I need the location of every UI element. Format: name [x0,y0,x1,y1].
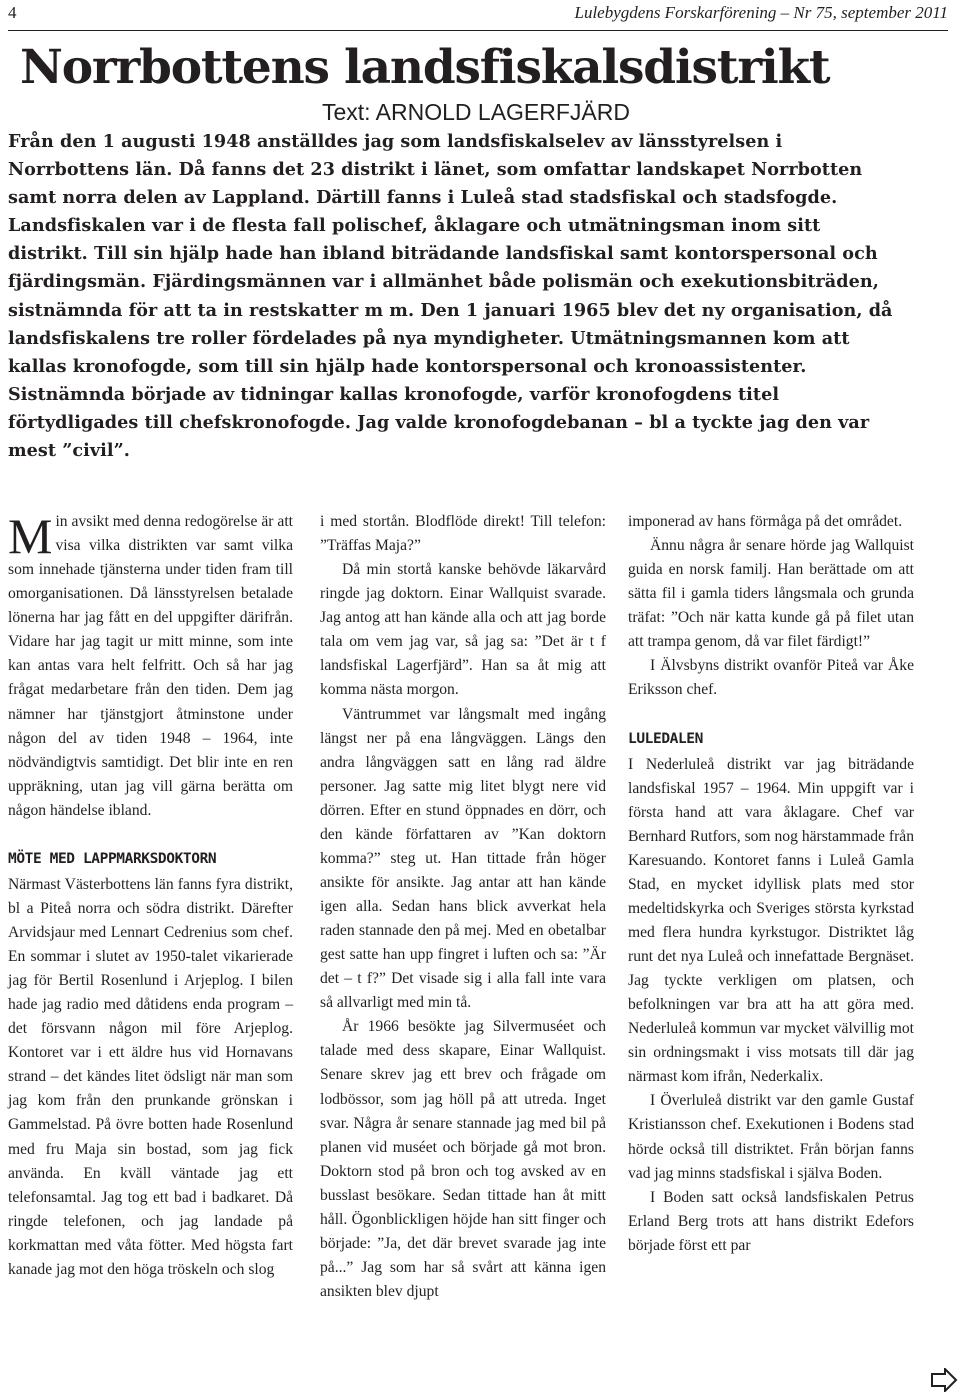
intro-text: in avsikt med denna redogörelse är att visa vilka distrikten var samt vilka som innehade tjänsterna under tiden fram till omorganisationen. Då länsstyrelsen betalade lönerna har jag fått en del uppgifter därifrån. Vidare har jag tagit ur mitt minne, som inte kan antas vara helt felfritt. Och så har jag frågat medarbetare från den tiden. Dem jag nämner har tjänstgjort åtminstone under någon del av tiden 1948 – 1964, inte nödvändigtvis samtidigt. Det blir inte en ren uppräkning, utan jag vill gärna berätta om någon händelse ibland. [8,513,293,819]
body-paragraph: I Älvsbyns distrikt ovanför Piteå var Åke Eriksson chef. [628,657,914,699]
byline: Text: ARNOLD LAGERFJÄRD [321,99,630,125]
body-paragraph: Väntrummet var långsmalt med ingång längst ner på ena långväggen. Längs den andra långväggen satt en lång rad äldre personer. Jag satte mig litet blygt nere vid dörren. Efter en stund öppnades en dörr, och den kände författaren av ”Kan doktorn komma?” steg ut. Han tittade från höger ansikte för ansikte. Jag antar att han kände igen alla. Sedan hans blick avverkat hela raden stannade den på mej. Med en obetalbar gest satte han upp fingret i luften och sa: ”Är det – t f?” Det visade sig i alla fall inte vara så allvarligt med min tå. [320,705,606,1012]
article-title: Norrbottens landsfiskalsdistrikt [20,40,830,95]
lead-paragraph: Från den 1 augusti 1948 anställdes jag som landsfiskalselev av länsstyrelsen i Norrbottens län. Då fanns det 23 distrikt i länet, som omfattar landskapet Norrbotten samt norra delen av Lappland. Därtill fanns i Luleå stad stadsfiskal och stadsfogde. Landsfiskalen var i de flesta fall polischef, åklagare och utmätningsman inom sitt distrikt. Till sin hjälp hade han ibland biträdande landsfiskal samt kontorspersonal och fjärdingsmän. Fjärdingsmännen var i allmänhet både polismän och exekutionsbiträden, sistnämnda för att ta in restskatter m m. Den 1 januari 1965 blev det ny organisation, då landsfiskalens tre roller fördelades på nya myndigheter. Utmätningsmannen kom att kallas kronofogde, som till sin hjälp hade kontorspersonal och kronoassistenter. Sistnämnda började av tidningar kallas kronofogde, varför kronofogdens titel förtydligades till chefskronofogde. Jag valde kronofogdebanan – bl a tyckte jag den var mest ”civil”. [8,131,893,462]
header-rule [8,30,948,31]
body-paragraph: I Boden satt också landsfiskalen Petrus Erland Berg trots att hans distrikt Edefors började först ett par [628,1188,914,1254]
body-paragraph: imponerad av hans förmåga på det området. [628,513,903,530]
drop-cap: M [8,508,53,564]
arrow-right-icon [930,1368,958,1392]
body-paragraph: Då min stortå kanske behövde läkarvård ringde jag doktorn. Einar Wallquist svarade. Jag antog att han kände alla och att jag borde tala om vem jag var, så jag sa: ”Det är t f landsfiskal Lagerfjärd”. Han sa åt mig att komma nästa morgon. [320,561,606,699]
body-paragraph: I Överluleå distrikt var den gamle Gustaf Kristiansson chef. Exekutionen i Bodens stad hörde också till distriktet. Från början fanns vad jag minns stadsfiskal i själva Boden. [628,1092,914,1182]
section-heading: MÖTE MED LAPPMARKSDOKTORN [8,850,217,867]
page-header [8,2,948,34]
body-paragraph: År 1966 besökte jag Silvermuséet och talade med dess skapare, Einar Wallquist. Senare skrev jag ett brev och frågade om lodbössor, som jag höll på att utreda. Inget svar. Några år senare stannade jag med bil på planen vid muséet och började gå mot bron. Doktorn stod på bron och tog avsked av en busslast besökare. Sedan tittade han åt mitt håll. Ögonblickligen höjde han sitt finger och började: ”Ja, det där brevet svarade jag inte på...” Jag som har så svårt att känna igen ansikten blev djupt [320,1018,606,1300]
body-paragraph: I Nederluleå distrikt var jag biträdande landsfiskal 1957 – 1964. Min uppgift var i första hand att vara åklagare. Chef var Bernhard Rutfors, som nog härstammade från Karesuando. Kontoret fanns i Luleå Gamla Stad, en mycket idyllisk plats med stor medeltidskyrka och Sveriges största kyrkstad med flera hundra kyrkstugor. Distriktet låg runt det nya Luleå och innefattade Bergnäset. Jag tyckte verkligen om platsen, och befolkningen var bra att ha att göra med. Nederluleå kommun var mycket välvillig mot sin ordningsmakt i viss motsats till där jag närmast kom ifrån, Nederkalix. [628,755,914,1086]
section-heading: LULEDALEN [628,730,703,747]
intro-paragraph [8,510,293,823]
body-paragraph: Närmast Västerbottens län fanns fyra distrikt, bl a Piteå norra och södra distrikt. Därefter Arvidsjaur med Lennart Cedrenius som chef. En sommar i slutet av 1950-talet vikarierade jag för Bertil Rosenlund i Arjeplog. I bilen hade jag radio med dåtidens enda program – det försvann någon mil före Arjeplog. Kontoret var i ett äldre hus vid Hornavans strand – det kändes litet ödsligt när man som jag kom från den prunkande grönskan i Gammelstad. På övre botten hade Rosenlund med fru Maja sin bostad, som jag fick använda. En kväll väntade jag ett telefonsamtal. Jag tog ett bad i badkaret. Då ringde telefonen, och jag landade på korkmattan med våta fötter. Med högsta fart kanade jag mot den höga tröskeln och slog [8,875,293,1278]
body-paragraph: i med stortån. Blodflöde direkt! Till telefon: ”Träffas Maja?” [320,513,606,555]
body-paragraph: Ännu några år senare hörde jag Wallquist guida en norsk familj. Han berättade om att sätta fil i gamla tiders långsmala och grunda träfat: ”Och när katta kunde gå på filet utan att trampa genom, då var filet färdigt!” [628,537,914,651]
column-2 [320,510,606,1304]
page-number: 4 [8,3,17,22]
column-3 [628,510,914,1258]
running-head: Lulebygdens Forskarförening – Nr 75, september 2011 [574,3,948,22]
column-1 [8,510,293,1282]
